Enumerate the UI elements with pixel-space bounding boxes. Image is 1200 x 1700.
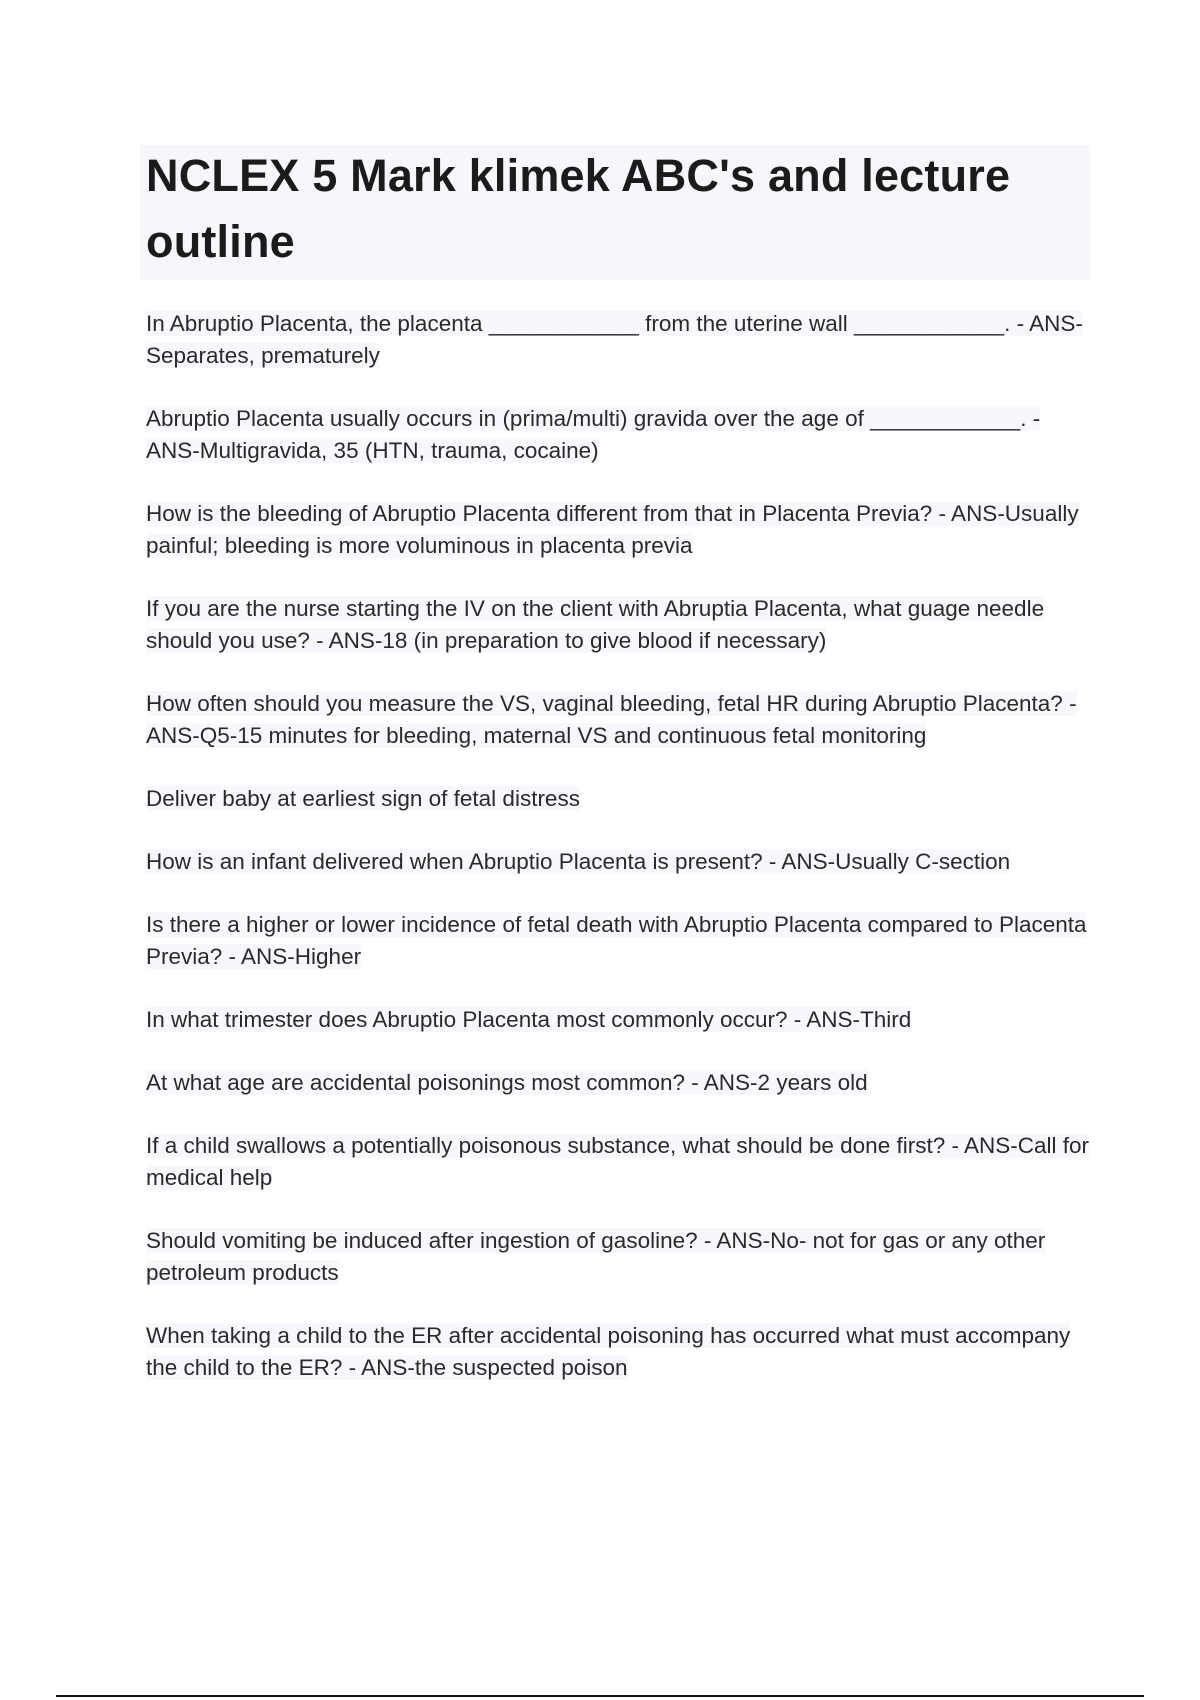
question-answer-list [146, 308, 1096, 1415]
qa-text: Should vomiting be induced after ingestion of gasoline? - ANS-No- not for gas or any other petroleum products [146, 1228, 1046, 1285]
qa-text: How is an infant delivered when Abruptio Placenta is present? - ANS-Usually C-section [146, 849, 1011, 874]
qa-text: How often should you measure the VS, vaginal bleeding, fetal HR during Abruptio Placenta? - ANS-Q5-15 minutes for bleeding, maternal VS and continuous fetal monitoring [146, 691, 1077, 748]
qa-text: Is there a higher or lower incidence of fetal death with Abruptio Placenta compared to Placenta Previa? - ANS-Higher [146, 912, 1087, 969]
qa-text: Deliver baby at earliest sign of fetal distress [146, 786, 580, 811]
document-title: NCLEX 5 Mark klimek ABC's and lecture outline [146, 150, 1011, 267]
qa-item [146, 846, 1096, 878]
qa-item [146, 593, 1096, 657]
qa-text: In what trimester does Abruptio Placenta most commonly occur? - ANS-Third [146, 1007, 912, 1032]
qa-text: How is the bleeding of Abruptio Placenta different from that in Placenta Previa? - ANS-Usually painful; bleeding is more voluminous in placenta previa [146, 501, 1079, 558]
qa-text: In Abruptio Placenta, the placenta ____________ from the uterine wall ____________. - ANS-Separates, prematurely [146, 311, 1083, 368]
page-bottom-rule [56, 1695, 1144, 1697]
qa-text: At what age are accidental poisonings most common? - ANS-2 years old [146, 1070, 868, 1095]
qa-text: If a child swallows a potentially poisonous substance, what should be done first? - ANS-Call for medical help [146, 1133, 1090, 1190]
qa-item [146, 1320, 1096, 1384]
qa-text: If you are the nurse starting the IV on the client with Abruptia Placenta, what guage needle should you use? - ANS-18 (in preparation to give blood if necessary) [146, 596, 1045, 653]
qa-item [146, 1004, 1096, 1036]
qa-item [146, 308, 1096, 372]
qa-item [146, 1225, 1096, 1289]
qa-text: When taking a child to the ER after accidental poisoning has occurred what must accompany the child to the ER? - ANS-the suspected poison [146, 1323, 1071, 1380]
qa-item [146, 688, 1096, 752]
qa-item [146, 909, 1096, 973]
qa-item [146, 1067, 1096, 1099]
qa-item [146, 1130, 1096, 1194]
qa-text: Abruptio Placenta usually occurs in (prima/multi) gravida over the age of ____________. - ANS-Multigravida, 35 (HTN, trauma, cocaine) [146, 406, 1041, 463]
qa-item [146, 498, 1096, 562]
qa-item [146, 783, 1096, 815]
qa-item [146, 403, 1096, 467]
